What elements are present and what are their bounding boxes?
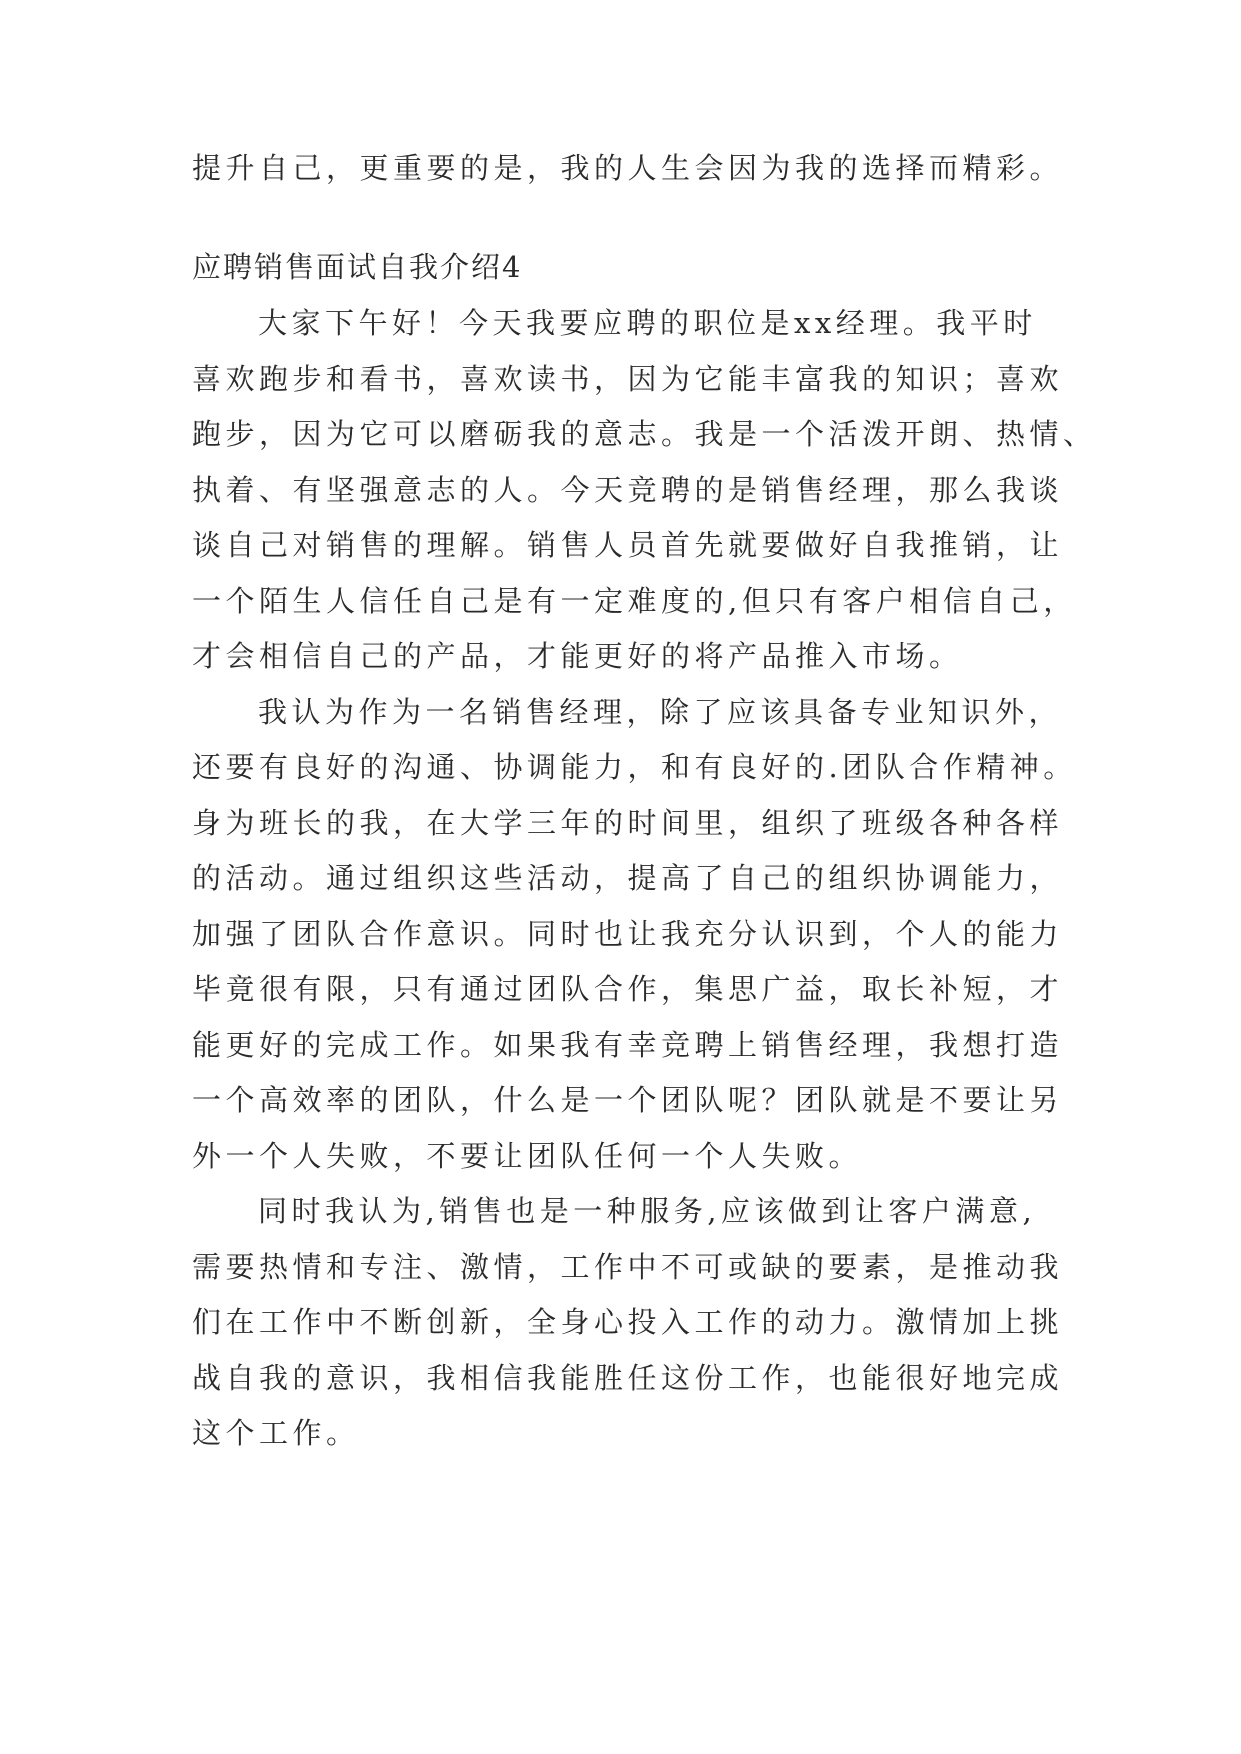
text-line: 才会相信自己的产品，才能更好的将产品推入市场。 — [192, 639, 963, 673]
text-line: 一个陌生人信任自己是有一定难度的,但只有客户相信自己， — [192, 584, 1077, 618]
paragraph-first-line: 同时我认为,销售也是一种服务,应该做到让客户满意, — [258, 1194, 1037, 1228]
text-line: 提升自己，更重要的是，我的人生会因为我的选择而精彩。 — [192, 151, 1064, 185]
text-line: 战自我的意识，我相信我能胜任这份工作，也能很好地完成 — [192, 1361, 1064, 1395]
text-line: 身为班长的我，在大学三年的时间里，组织了班级各种各样 — [192, 806, 1064, 840]
text-line: 能更好的完成工作。如果我有幸竞聘上销售经理，我想打造 — [192, 1028, 1064, 1062]
text-line: 一个高效率的团队，什么是一个团队呢？团队就是不要让另 — [192, 1083, 1064, 1117]
section-heading: 应聘销售面试自我介绍4 — [192, 250, 523, 284]
paragraph-first-line: 我认为作为一名销售经理，除了应该具备专业知识外， — [258, 695, 1063, 729]
text-line: 需要热情和专注、激情，工作中不可或缺的要素，是推动我 — [192, 1250, 1064, 1284]
text-line: 跑步，因为它可以磨砺我的意志。我是一个活泼开朗、热情、 — [192, 417, 1097, 451]
text-line: 谈自己对销售的理解。销售人员首先就要做好自我推销，让 — [192, 528, 1064, 562]
text-line: 们在工作中不断创新，全身心投入工作的动力。激情加上挑 — [192, 1305, 1064, 1339]
text-line: 喜欢跑步和看书，喜欢读书，因为它能丰富我的知识；喜欢 — [192, 362, 1064, 396]
text-line: 执着、有坚强意志的人。今天竞聘的是销售经理，那么我谈 — [192, 473, 1064, 507]
text-line: 还要有良好的沟通、协调能力，和有良好的.团队合作精神。 — [192, 750, 1077, 784]
text-line: 毕竟很有限，只有通过团队合作，集思广益，取长补短，才 — [192, 972, 1064, 1006]
text-line: 这个工作。 — [192, 1416, 360, 1450]
paragraph-first-line: 大家下午好！今天我要应聘的职位是xx经理。我平时 — [258, 306, 1037, 340]
text-line: 加强了团队合作意识。同时也让我充分认识到，个人的能力 — [192, 917, 1064, 951]
text-line: 外一个人失败，不要让团队任何一个人失败。 — [192, 1139, 863, 1173]
text-line: 的活动。通过组织这些活动，提高了自己的组织协调能力， — [192, 861, 1064, 895]
